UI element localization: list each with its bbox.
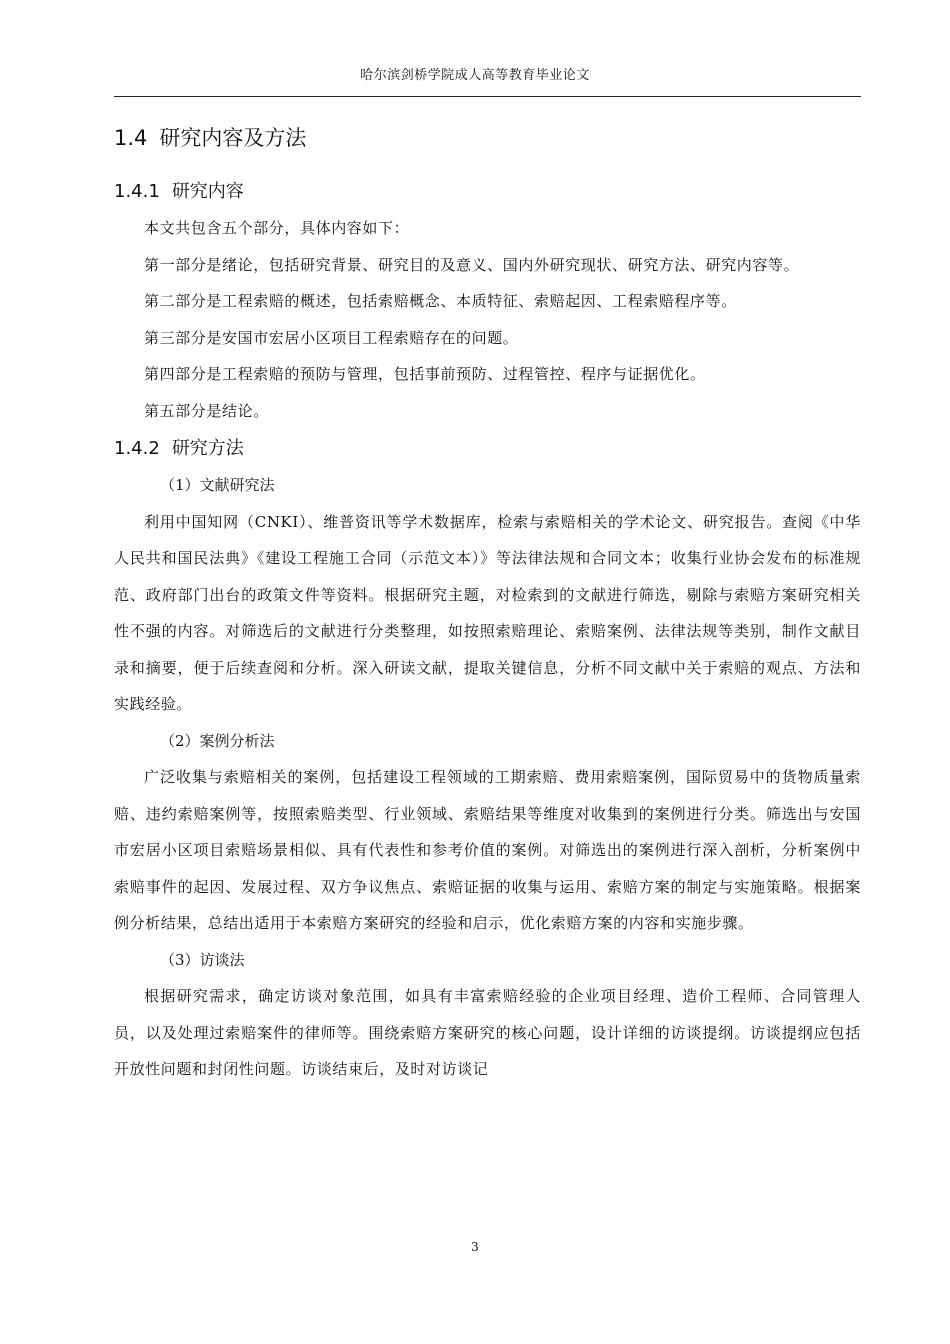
method-label: （1）文献研究法 xyxy=(160,476,275,494)
page-number: 3 xyxy=(471,1240,479,1254)
subsection-number: 1.4.2 xyxy=(114,438,160,459)
subsection-title: 研究方法 xyxy=(171,438,244,459)
paragraph: 第五部分是结论。 xyxy=(144,401,269,420)
subsection-number: 1.4.1 xyxy=(114,181,160,202)
section-heading xyxy=(114,124,861,152)
method-paragraph: 根据研究需求，确定访谈对象范围，如具有丰富索赔经验的企业项目经理、造价工程师、合同管理人员，以及处理过索赔案件的律师等。围绕索赔方案研究的核心问题，设计详细的访谈提纲。访谈提纲应包括开放性问题和封闭性问题。访谈结束后，及时对访谈记 xyxy=(114,987,861,1078)
paragraph: 第三部分是安国市宏居小区项目工程索赔存在的问题。 xyxy=(144,328,519,347)
paragraph: 本文共包含五个部分，具体内容如下： xyxy=(144,219,410,237)
running-header: 哈尔滨剑桥学院成人高等教育毕业论文 xyxy=(360,68,590,83)
paragraph: 第四部分是工程索赔的预防与管理，包括事前预防、过程管控、程序与证据优化。 xyxy=(144,365,706,383)
paragraph: 第一部分是绪论，包括研究背景、研究目的及意义、国内外研究现状、研究方法、研究内容等。 xyxy=(144,255,800,274)
subsection-heading-methods xyxy=(114,431,861,467)
method-paragraph: 广泛收集与索赔相关的案例，包括建设工程领域的工期索赔、费用索赔案例，国际贸易中的货物质量索赔、违约索赔案例等，按照索赔类型、行业领域、索赔结果等维度对收集到的案例进行分类。筛选出与安国市宏居小区项目索赔场景相似、具有代表性和参考价值的案例。对筛选出的案例进行深入剖析，分析案例中索赔事件的起因、发展过程、双方争议焦点、索赔证据的收集与运用、索赔方案的制定与实施策略。根据案例分析结果，总结出适用于本索赔方案研究的经验和启示，优化索赔方案的内容和实施步骤。 xyxy=(114,768,861,932)
header-rule xyxy=(114,96,861,97)
paragraph: 第二部分是工程索赔的概述，包括索赔概念、本质特征、索赔起因、工程索赔程序等。 xyxy=(144,292,737,310)
section-number: 1.4 xyxy=(114,126,148,150)
subsection-heading-content xyxy=(114,174,861,210)
section-title: 研究内容及方法 xyxy=(159,126,307,150)
subsection-title: 研究内容 xyxy=(171,181,244,202)
method-paragraph: 利用中国知网（CNKI）、维普资讯等学术数据库，检索与索赔相关的学术论文、研究报告。查阅《中华人民共和国民法典》《建设工程施工合同（示范文本）》等法律法规和合同文本；收集行业协会发布的标准规范、政府部门出台的政策文件等资料。根据研究主题，对检索到的文献进行筛选，剔除与索赔方案研究相关性不强的内容。对筛选后的文献进行分类整理，如按照索赔理论、索赔案例、法律法规等类别，制作文献目录和摘要，便于后续查阅和分析。深入研读文献，提取关键信息，分析不同文献中关于索赔的观点、方法和实践经验。 xyxy=(114,512,861,713)
method-label: （2）案例分析法 xyxy=(160,731,275,750)
method-label: （3）访谈法 xyxy=(160,950,245,969)
page-body xyxy=(114,120,861,1088)
